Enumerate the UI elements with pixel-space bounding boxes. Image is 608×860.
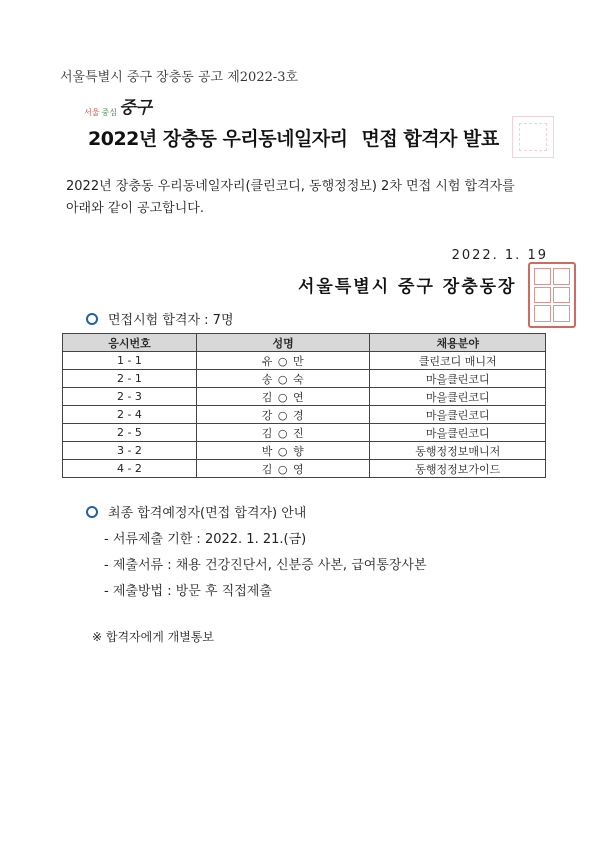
cell-exam-number: 1 - 1: [63, 352, 197, 370]
cell-field: 마을클린코디: [370, 370, 546, 388]
title-part-1: 2022년 장충동 우리동네일자리: [88, 128, 348, 150]
cell-field: 클린코디 매니저: [370, 352, 546, 370]
section-final-candidates: [86, 502, 306, 521]
cell-exam-number: 2 - 1: [63, 370, 197, 388]
announcement-date: 2022. 1. 19: [451, 248, 548, 263]
logo-main-text: 중구: [118, 98, 152, 118]
intro-line-2: 아래와 같이 공고합니다.: [66, 201, 204, 216]
cell-exam-number: 2 - 4: [63, 406, 197, 424]
table-row: [63, 424, 546, 442]
submission-deadline: - 서류제출 기한 : 2022. 1. 21.(금): [104, 532, 307, 547]
cell-field: 마을클린코디: [370, 406, 546, 424]
cell-field: 마을클린코디: [370, 424, 546, 442]
cell-exam-number: 3 - 2: [63, 442, 197, 460]
logo-small-text-1: 서울: [84, 108, 100, 117]
faint-stamp-icon: [512, 116, 554, 158]
submission-method: - 제출방법 : 방문 후 직접제출: [104, 584, 272, 599]
cell-name: 김 ○ 연: [196, 388, 370, 406]
intro-line-1: 2022년 장충동 우리동네일자리(클린코디, 동행정정보) 2차 면접 시험 합격자를: [66, 179, 515, 194]
official-seal-icon: [528, 262, 576, 328]
section-1-label: 면접시험 합격자 : 7명: [108, 313, 234, 328]
cell-field: 동행정정보가이드: [370, 460, 546, 478]
cell-exam-number: 4 - 2: [63, 460, 197, 478]
announcement-number: 서울특별시 중구 장충동 공고 제2022-3호: [60, 70, 299, 85]
required-documents: - 제출서류 : 채용 건강진단서, 신분증 사본, 급여통장사본: [104, 558, 427, 573]
cell-field: 마을클린코디: [370, 388, 546, 406]
cell-exam-number: 2 - 5: [63, 424, 197, 442]
table-row: [63, 460, 546, 478]
cell-name: 송 ○ 숙: [196, 370, 370, 388]
section-2-label: 최종 합격예정자(면접 합격자) 안내: [108, 506, 307, 521]
issuer-name: 서울특별시 중구 장충동장: [298, 277, 517, 297]
notice-footnote: ※ 합격자에게 개별통보: [92, 630, 215, 644]
logo-small-text-2: 중심: [101, 108, 117, 117]
circle-bullet-icon: [86, 506, 98, 518]
header-name: 성명: [196, 334, 370, 352]
table-row: [63, 442, 546, 460]
cell-field: 동행정정보매니저: [370, 442, 546, 460]
section-interview-passers: [86, 309, 234, 328]
intro-paragraph: [66, 176, 566, 220]
circle-bullet-icon: [86, 313, 98, 325]
junggu-logo: [84, 96, 152, 118]
cell-name: 김 ○ 영: [196, 460, 370, 478]
title-part-2: 면접 합격자 발표: [361, 128, 499, 150]
header-field: 채용분야: [370, 334, 546, 352]
cell-name: 강 ○ 경: [196, 406, 370, 424]
table-row: [63, 388, 546, 406]
page-title: [88, 124, 499, 151]
table-row: [63, 406, 546, 424]
header-exam-number: 응시번호: [63, 334, 197, 352]
passers-table: [62, 333, 546, 478]
table-row: [63, 352, 546, 370]
table-header-row: [63, 334, 546, 352]
cell-name: 김 ○ 진: [196, 424, 370, 442]
cell-exam-number: 2 - 3: [63, 388, 197, 406]
table-row: [63, 370, 546, 388]
cell-name: 유 ○ 만: [196, 352, 370, 370]
cell-name: 박 ○ 향: [196, 442, 370, 460]
